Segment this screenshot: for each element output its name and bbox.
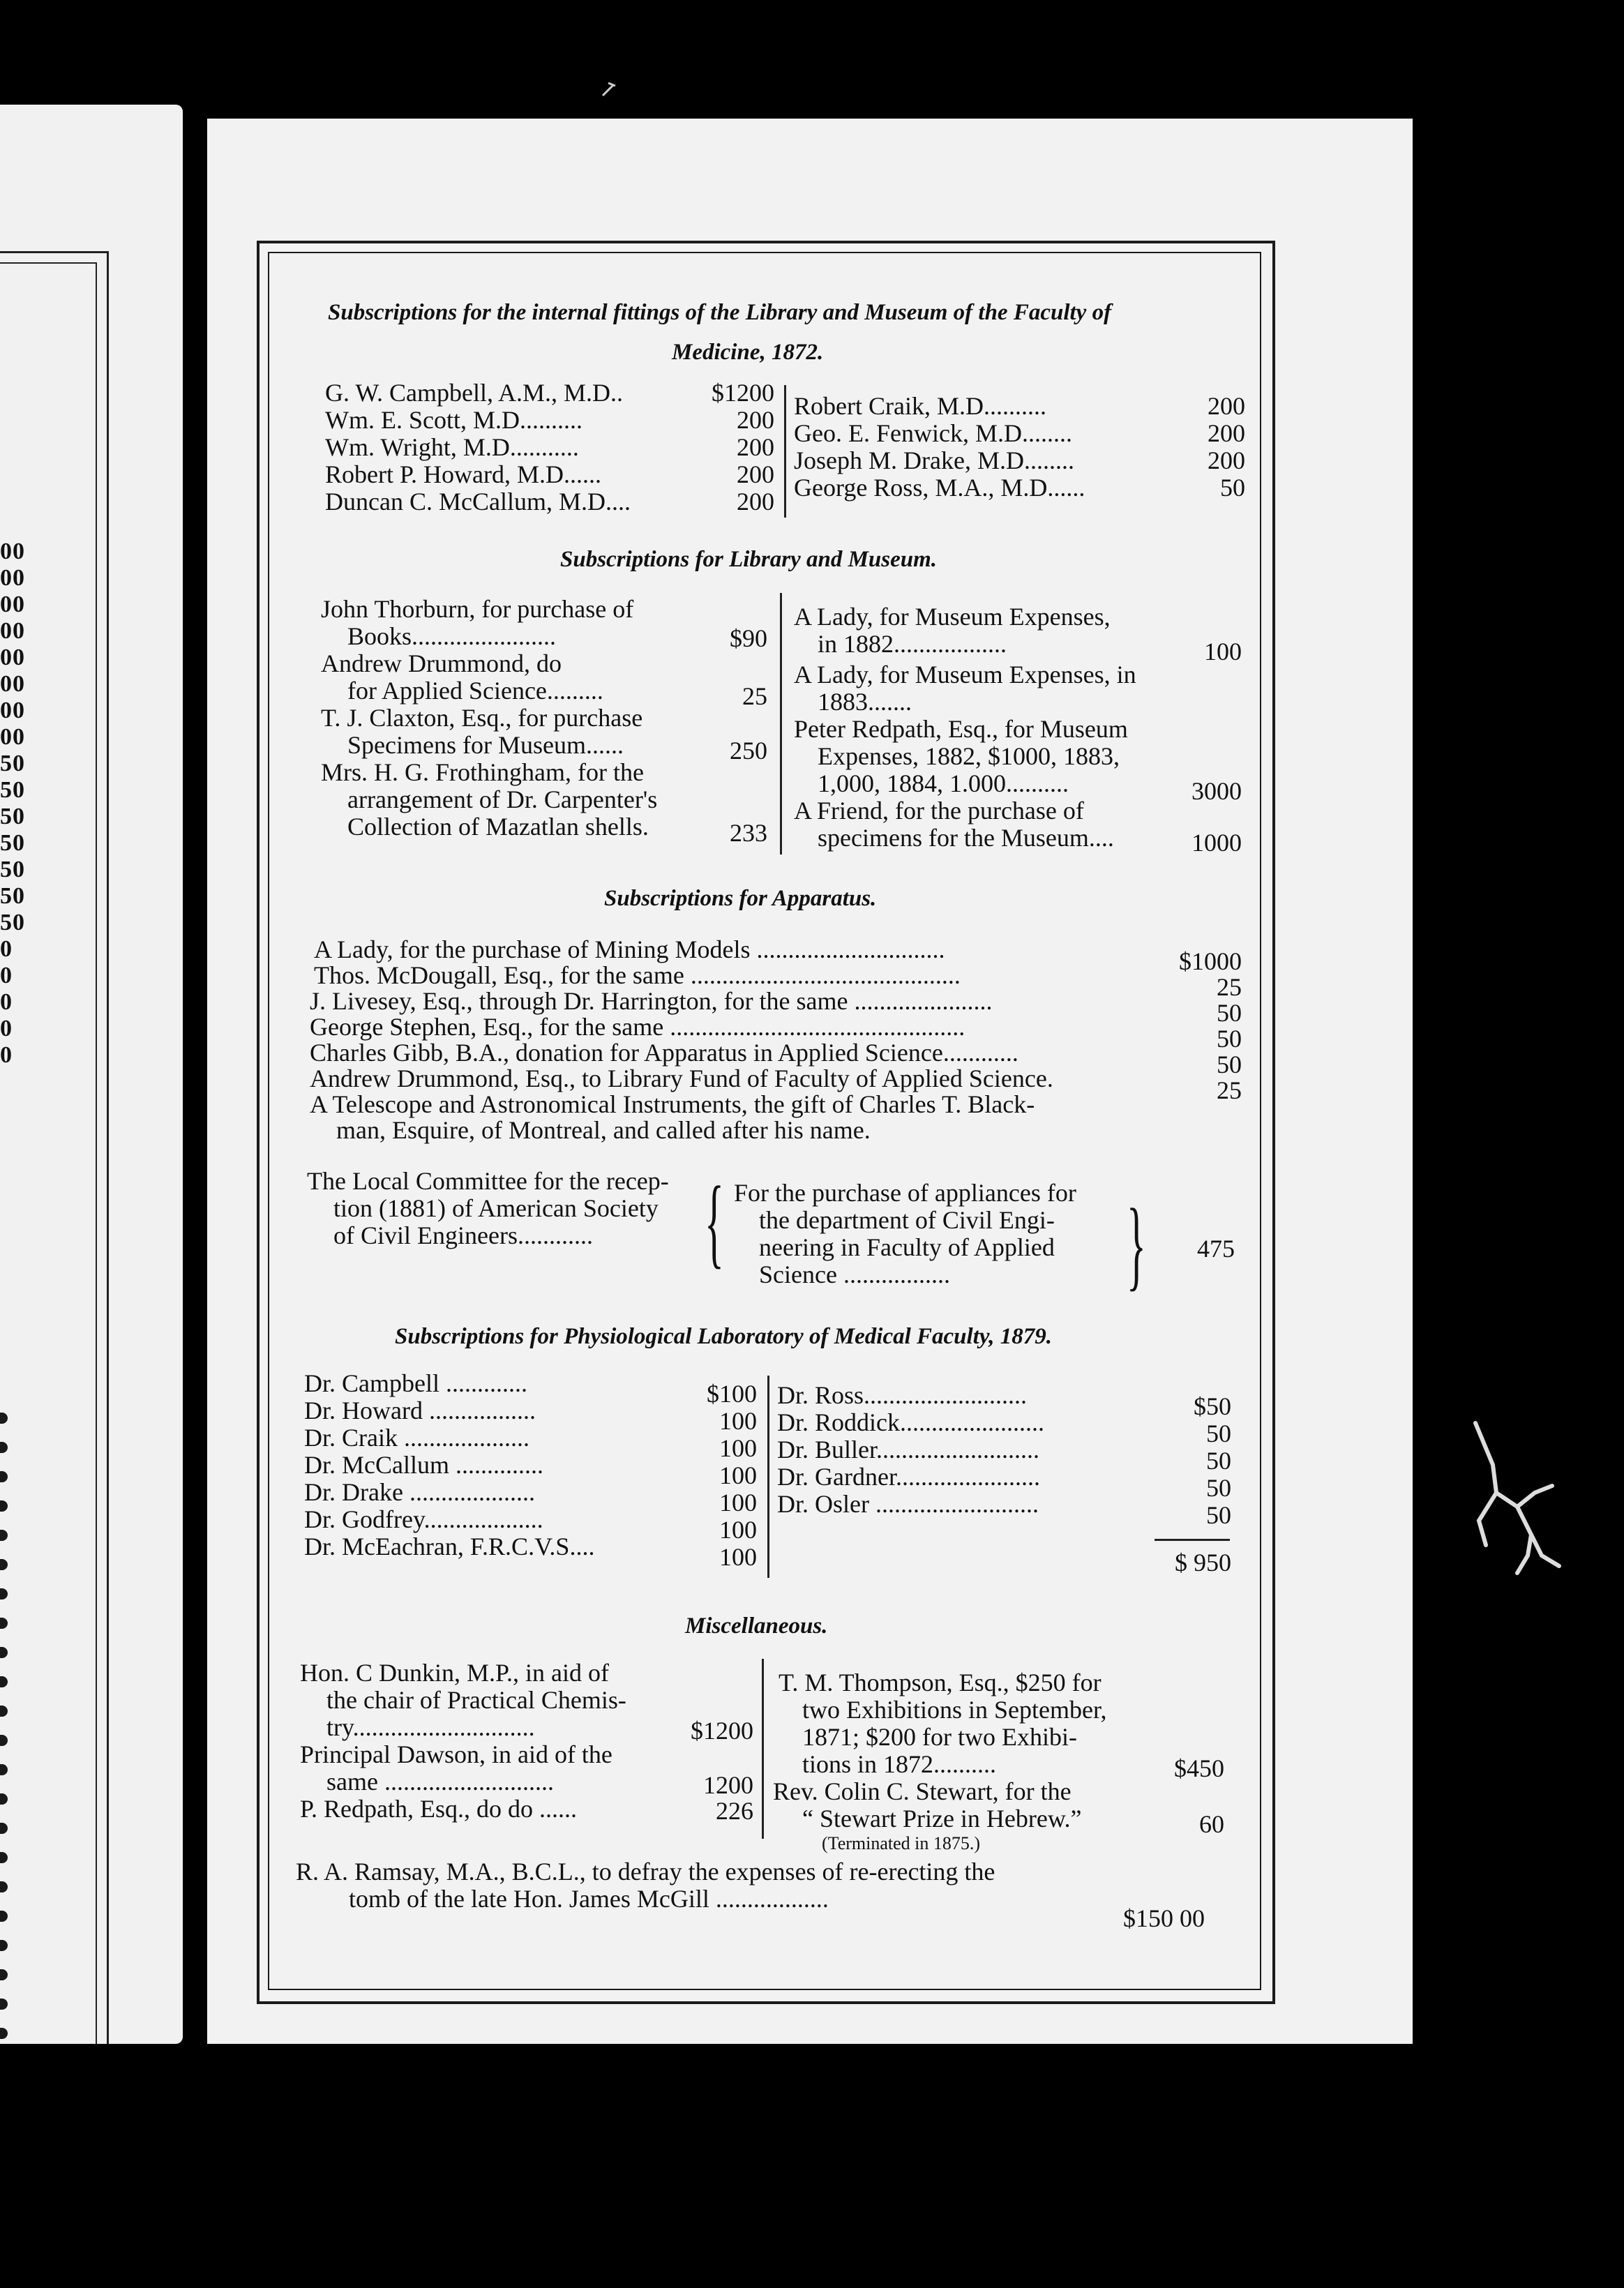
left-page-frame-inner (0, 262, 97, 2044)
subscription-amount: 1000 (1191, 829, 1242, 857)
right-brace: } (1127, 1187, 1146, 1301)
entry-line: Rev. Colin C. Stewart, for the (773, 1777, 1072, 1805)
subscription-amount: 60 (1199, 1810, 1224, 1838)
subscription-amount: 200 (737, 460, 774, 488)
entry-line: Books....................... (347, 622, 557, 650)
entry-line: A Friend, for the purchase of (794, 797, 1084, 825)
subscriber-name: Dr. McCallum .............. (304, 1451, 543, 1479)
subscription-amount: 226 (716, 1797, 753, 1825)
subscription-amount: 100 (719, 1407, 757, 1435)
subscriber-name: Wm. E. Scott, M.D.......... (325, 406, 582, 434)
left-page-numbers (0, 539, 25, 1069)
entry-line: Peter Redpath, Esq., for Museum (794, 715, 1128, 743)
left-number: 50 (0, 857, 25, 882)
subscription-amount: $1000 (1179, 947, 1242, 975)
subscriber-name: Duncan C. McCallum, M.D.... (325, 488, 631, 515)
entry-line: the department of Civil Engi- (759, 1206, 1055, 1234)
subscriber-name: Wm. Wright, M.D........... (325, 433, 579, 461)
section-heading: Subscriptions for the internal fittings of the Library and Museum of the Faculty of (328, 300, 1112, 325)
subscription-amount: 25 (742, 682, 767, 710)
subscription-amount: 50 (1206, 1501, 1231, 1529)
entry-line: 1883....... (818, 688, 912, 716)
entry-line: same ........................... (326, 1768, 554, 1796)
total-rule (1155, 1539, 1230, 1541)
left-number: 00 (0, 565, 25, 591)
subscription-amount: $150 00 (1123, 1904, 1205, 1932)
entry-line: A Lady, for Museum Expenses, (794, 603, 1111, 631)
section-heading: Subscriptions for Physiological Laboratory of Medical Faculty, 1879. (395, 1324, 1053, 1349)
subscriber-name: Dr. McEachran, F.R.C.V.S.... (304, 1533, 595, 1560)
left-number: 50 (0, 751, 25, 776)
subscription-amount: $450 (1174, 1754, 1224, 1782)
subscription-amount: 100 (1204, 638, 1242, 665)
subscription-amount: $1200 (712, 379, 774, 407)
left-page-edge-marks (0, 1413, 8, 2044)
left-page-fragment (0, 105, 183, 2044)
subscriber-name: Dr. Howard ................. (304, 1397, 536, 1424)
section-heading: Miscellaneous. (685, 1613, 828, 1639)
subscription-amount: 200 (1208, 446, 1245, 474)
subscriber-name: Geo. E. Fenwick, M.D........ (794, 419, 1072, 447)
entry-line: specimens for the Museum.... (818, 824, 1114, 852)
entry-line: John Thorburn, for purchase of (321, 595, 634, 623)
left-number: 00 (0, 539, 25, 564)
subscription-amount: 200 (737, 406, 774, 434)
left-number: 0 (0, 989, 13, 1015)
subscription-amount: 50 (1206, 1474, 1231, 1502)
entry-line: tions in 1872.......... (802, 1750, 997, 1778)
subscriber-name: Dr. Craik .................... (304, 1424, 529, 1452)
entry-line: tomb of the late Hon. James McGill .................. (349, 1885, 829, 1913)
subscription-amount: 50 (1217, 999, 1242, 1027)
subscription-amount: $50 (1194, 1392, 1231, 1420)
subscription-amount: $1200 (691, 1717, 753, 1745)
entry-line: Thos. McDougall, Esq., for the same ........................................... (314, 961, 961, 989)
section-total: $ 950 (1175, 1549, 1231, 1576)
left-number: 00 (0, 724, 25, 750)
subscription-amount: 50 (1220, 474, 1245, 502)
subscriber-name: G. W. Campbell, A.M., M.D.. (325, 379, 624, 407)
entry-line: Hon. C Dunkin, M.P., in aid of (300, 1659, 610, 1687)
subscriber-name: Dr. Buller.......................... (777, 1436, 1039, 1463)
entry-line: 1871; $200 for two Exhibi- (802, 1723, 1077, 1751)
left-brace: { (705, 1165, 724, 1279)
section-heading: Subscriptions for Library and Museum. (560, 547, 938, 572)
left-number: 50 (0, 830, 25, 856)
subscription-amount: 475 (1197, 1235, 1235, 1263)
entry-line: For the purchase of appliances for (734, 1179, 1076, 1207)
entry-note: (Terminated in 1875.) (822, 1833, 981, 1853)
column-divider (767, 1376, 769, 1578)
entry-line: R. A. Ramsay, M.A., B.C.L., to defray the expenses of re-erecting the (296, 1858, 995, 1886)
entry-line: A Telescope and Astronomical Instruments, the gift of Charles T. Black- (310, 1090, 1035, 1118)
entry-line: of Civil Engineers............ (333, 1221, 593, 1249)
subscription-amount: 3000 (1191, 777, 1242, 805)
left-number: 00 (0, 671, 25, 697)
subscription-amount: 100 (719, 1461, 757, 1489)
subscription-amount: 50 (1206, 1420, 1231, 1447)
left-number: 0 (0, 1042, 13, 1068)
subscription-amount: 100 (719, 1489, 757, 1516)
left-number: 00 (0, 698, 25, 723)
left-number: 00 (0, 645, 25, 670)
subscription-amount: 250 (730, 737, 767, 765)
subscription-amount: 50 (1217, 1025, 1242, 1053)
entry-line: A Lady, for Museum Expenses, in (794, 661, 1136, 688)
left-number: 50 (0, 777, 25, 803)
subscriber-name: Dr. Drake .................... (304, 1478, 535, 1506)
entry-line: Andrew Drummond, Esq., to Library Fund of Faculty of Applied Science. (310, 1064, 1053, 1092)
scan-artifact-mark (600, 80, 618, 98)
entry-line: A Lady, for the purchase of Mining Models .............................. (314, 935, 945, 963)
left-number: 00 (0, 592, 25, 617)
subscription-amount: 200 (1208, 392, 1245, 420)
subscription-amount: 100 (719, 1434, 757, 1462)
left-number: 0 (0, 963, 13, 988)
left-number: 0 (0, 1016, 13, 1041)
left-number: 50 (0, 804, 25, 829)
subscriber-name: Dr. Ross.......................... (777, 1381, 1028, 1409)
entry-line: arrangement of Dr. Carpenter's (347, 785, 658, 813)
subscription-amount: 1200 (703, 1771, 753, 1799)
subscription-amount: 50 (1217, 1051, 1242, 1078)
subscription-amount: 233 (730, 819, 767, 847)
left-number: 50 (0, 910, 25, 935)
subscriber-name: Dr. Roddick....................... (777, 1408, 1044, 1436)
entry-line: in 1882.................. (818, 630, 1007, 658)
entry-line: neering in Faculty of Applied (759, 1233, 1055, 1261)
subscriber-name: Joseph M. Drake, M.D........ (794, 446, 1074, 474)
subscriber-name: Dr. Godfrey................... (304, 1505, 543, 1533)
subscription-amount: 200 (1208, 419, 1245, 447)
entry-line: for Applied Science......... (347, 677, 603, 705)
subscription-amount: $100 (707, 1380, 757, 1408)
subscription-amount: 200 (737, 488, 774, 515)
entry-line: tion (1881) of American Society (333, 1194, 659, 1222)
entry-line: T. M. Thompson, Esq., $250 for (779, 1669, 1102, 1696)
entry-line: the chair of Practical Chemis- (326, 1686, 626, 1714)
entry-line: Charles Gibb, B.A., donation for Apparatus in Applied Science............ (310, 1039, 1018, 1067)
entry-line: Expenses, 1882, $1000, 1883, (818, 742, 1120, 770)
subscriber-name: Dr. Campbell ............. (304, 1369, 527, 1397)
subscription-amount: 200 (737, 433, 774, 461)
section-heading: Medicine, 1872. (672, 340, 824, 365)
column-divider (780, 593, 782, 855)
subscriber-name: Dr. Gardner....................... (777, 1463, 1040, 1491)
entry-line: The Local Committee for the recep- (307, 1167, 669, 1195)
subscription-amount: 25 (1217, 1076, 1242, 1104)
column-divider (762, 1659, 764, 1839)
left-number: 00 (0, 618, 25, 644)
subscription-amount: 25 (1217, 973, 1242, 1001)
subscription-amount: 100 (719, 1516, 757, 1544)
entry-line: try............................. (326, 1713, 535, 1741)
subscriber-name: Robert Craik, M.D.......... (794, 392, 1046, 420)
entry-line: two Exhibitions in September, (802, 1696, 1107, 1724)
entry-line: Collection of Mazatlan shells. (347, 813, 649, 841)
entry-line: George Stephen, Esq., for the same ............................................... (310, 1013, 965, 1041)
entry-line: Science ................. (759, 1260, 950, 1288)
subscription-amount: $90 (730, 624, 767, 652)
entry-line: man, Esquire, of Montreal, and called after his name. (336, 1116, 871, 1144)
entry-line: P. Redpath, Esq., do do ...... (300, 1795, 578, 1823)
subscriber-name: George Ross, M.A., M.D...... (794, 474, 1085, 502)
entry-line: 1,000, 1884, 1.000.......... (818, 769, 1069, 797)
entry-line: “ Stewart Prize in Hebrew.” (802, 1805, 1082, 1832)
subscriber-name: Robert P. Howard, M.D...... (325, 460, 601, 488)
subscription-amount: 100 (719, 1543, 757, 1571)
entry-line: T. J. Claxton, Esq., for purchase (321, 704, 643, 732)
section-heading: Subscriptions for Apparatus. (604, 886, 877, 911)
column-divider (784, 385, 786, 518)
entry-line: J. Livesey, Esq., through Dr. Harrington, for the same ...................... (310, 987, 993, 1015)
left-number: 0 (0, 936, 13, 962)
subscriber-name: Dr. Osler .......................... (777, 1490, 1039, 1518)
scan-artifact-speck (1454, 1416, 1580, 1583)
subscription-amount: 50 (1206, 1447, 1231, 1475)
entry-line: Specimens for Museum...... (347, 731, 624, 759)
left-number: 50 (0, 883, 25, 909)
entry-line: Andrew Drummond, do (321, 649, 562, 677)
entry-line: Mrs. H. G. Frothingham, for the (321, 758, 644, 786)
entry-line: Principal Dawson, in aid of the (300, 1740, 612, 1768)
